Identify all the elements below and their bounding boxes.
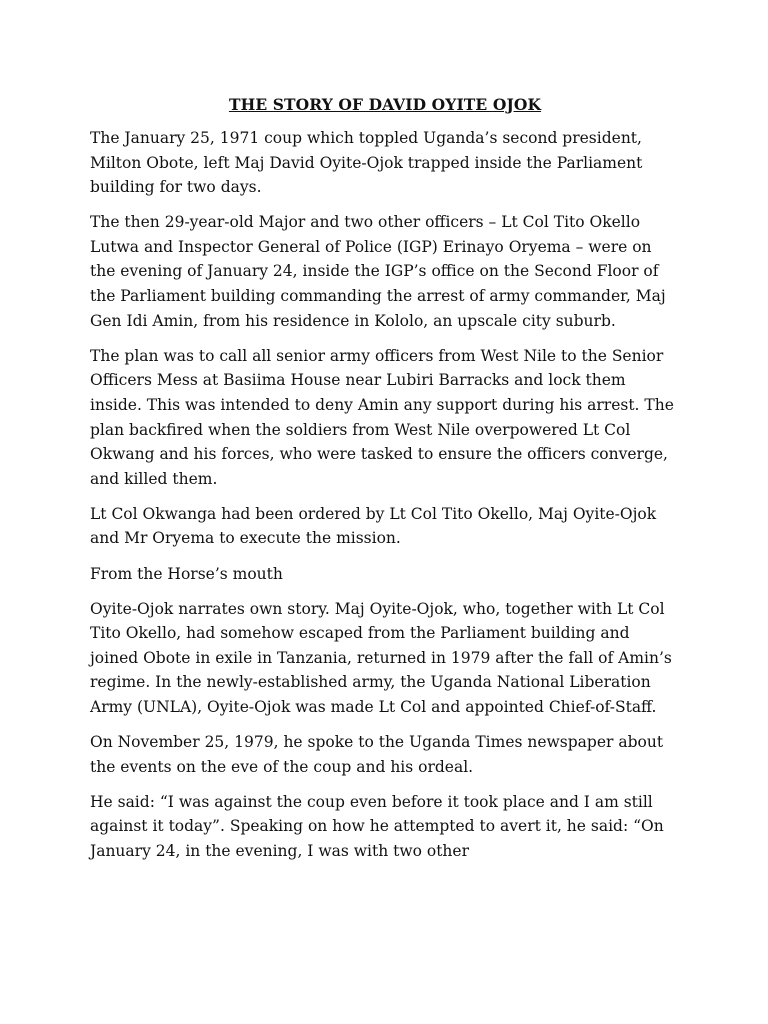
paragraph-coup-intro: The January 25, 1971 coup which toppled Uganda’s second president, Milton Obote, left Maj David Oyite-Ojok trapped inside the Parliament building for two days. [90,129,643,197]
paragraph-plan-backfired: The plan was to call all senior army officers from West Nile to the Senior Officers Mess at Basiima House near Lubiri Barracks and lock them inside. This was intended to deny Amin any support during his arrest. The plan backfired when the soldiers from West Nile overpowered Lt Col Okwang and his forces, who were tasked to ensure the officers converge, and killed them. [90,346,674,488]
document-title: THE STORY OF DAVID OYITE OJOK [228,95,542,114]
paragraph-uganda-times: On November 25, 1979, he spoke to the Uganda Times newspaper about the events on the eve of the coup and his ordeal. [90,733,664,776]
paragraph-horses-mouth: From the Horse’s mouth [90,564,283,583]
paragraph-officers-igp-office: The then 29-year-old Major and two other officers – Lt Col Tito Okello Lutwa and Inspector General of Police (IGP) Erinayo Oryema – were on the evening of January 24, inside the IGP’s office on the Second Floor of the Parliament building commanding the arrest of army commander, Maj Gen Idi Amin, from his residence in Kololo, an upscale city suburb. [90,213,666,330]
paragraph-quote: He said: “I was against the coup even before it took place and I am still against it today”. Speaking on how he attempted to avert it, he said: “On January 24, in the evening, I was with two other [90,792,664,860]
document-body [90,94,680,864]
paragraph-oyite-ojok-story: Oyite-Ojok narrates own story. Maj Oyite-Ojok, who, together with Lt Col Tito Okello, had somehow escaped from the Parliament building and joined Obote in exile in Tanzania, returned in 1979 after the fall of Amin’s regime. In the newly-established army, the Uganda National Liberation Army (UNLA), Oyite-Ojok was made Lt Col and appointed Chief-of-Staff. [90,599,672,716]
paragraph-okwanga-orders: Lt Col Okwanga had been ordered by Lt Col Tito Okello, Maj Oyite-Ojok and Mr Oryema to execute the mission. [90,504,657,548]
